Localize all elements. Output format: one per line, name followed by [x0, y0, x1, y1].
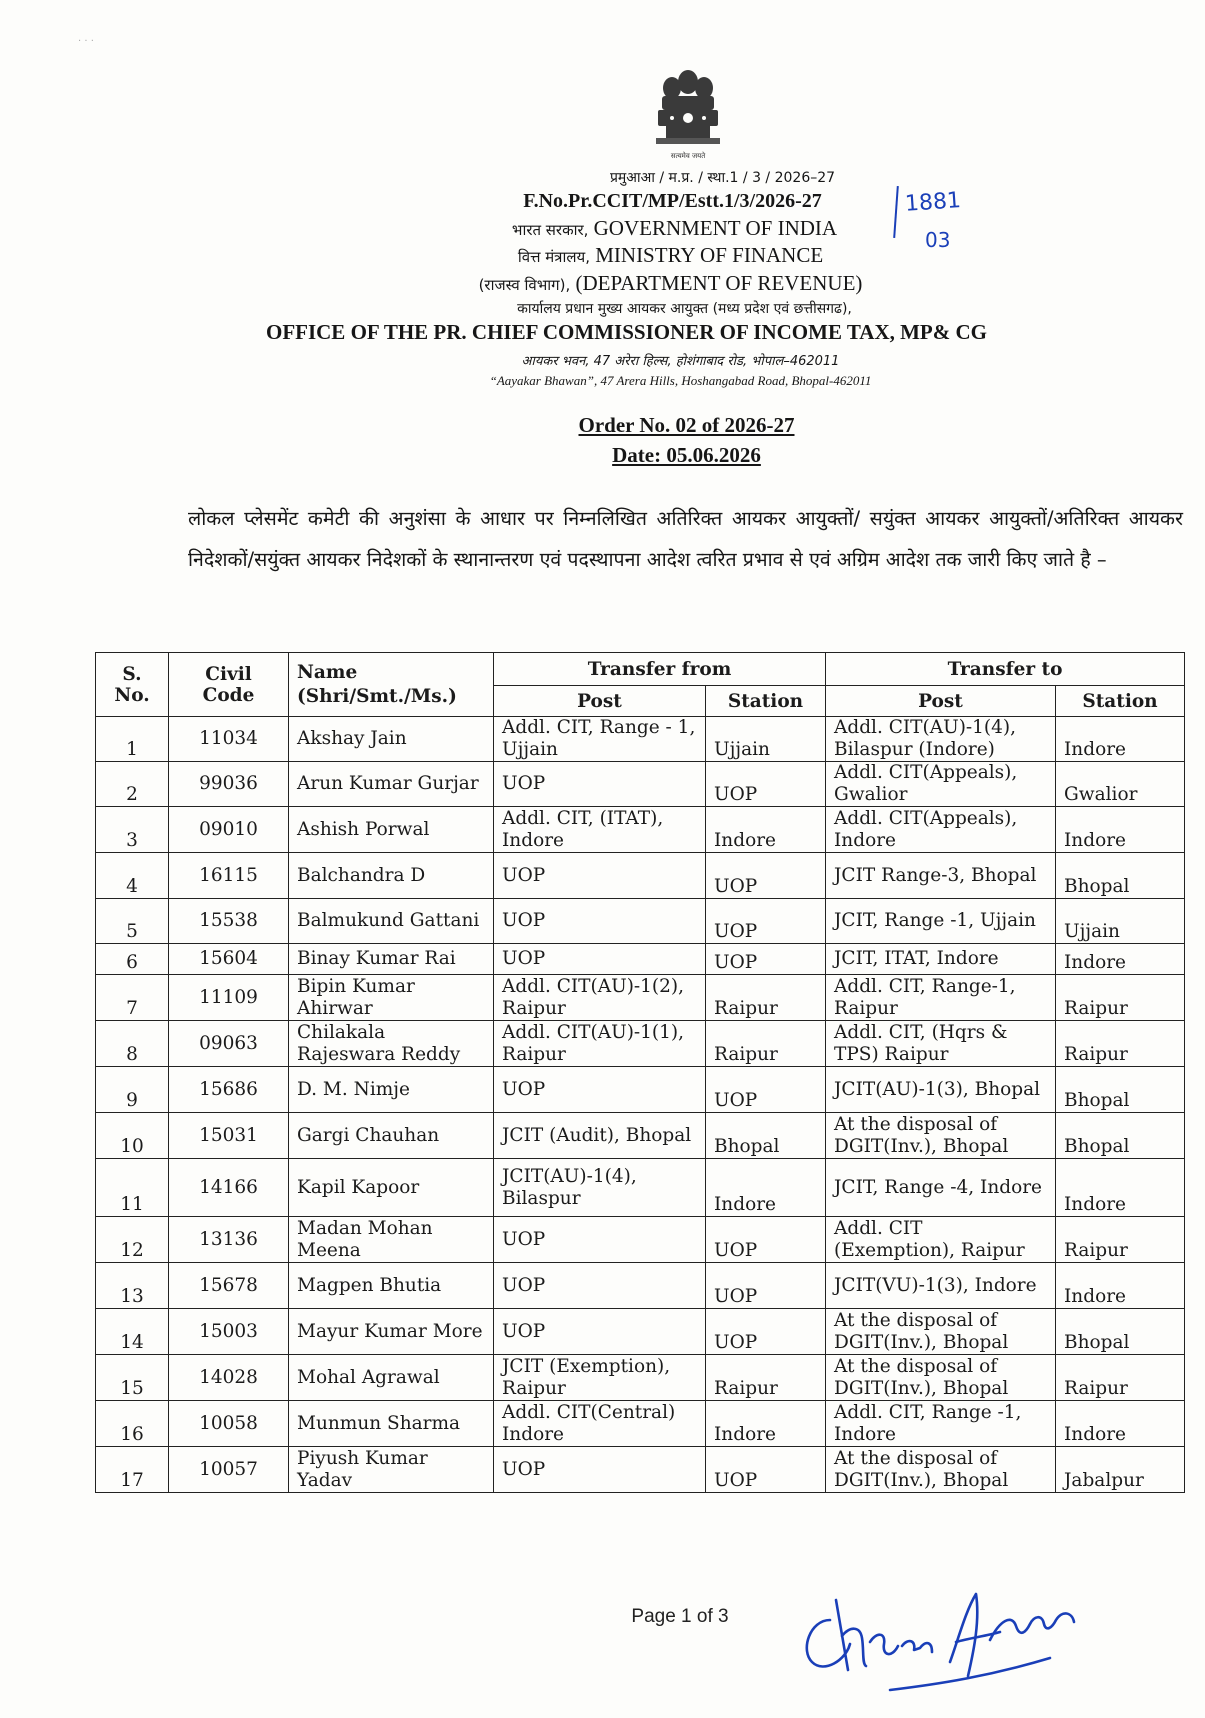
government-line: [72, 216, 1205, 241]
handwritten-inward-suffix: 03: [925, 228, 951, 252]
table-row: [96, 1355, 1185, 1401]
row-from-post: Addl. CIT(AU)-1(1), Raipur: [494, 1021, 706, 1067]
row-name: Gargi Chauhan: [289, 1113, 494, 1159]
row-from-station: Ujjain: [706, 717, 826, 762]
row-to-station: Gwalior: [1056, 762, 1185, 807]
row-name: Mayur Kumar More: [289, 1309, 494, 1355]
row-to-post: Addl. CIT, Range -1, Indore: [826, 1401, 1056, 1447]
table-row: [96, 899, 1185, 944]
row-from-post: Addl. CIT, Range - 1, Ujjain: [494, 717, 706, 762]
row-sno: 9: [96, 1067, 169, 1113]
row-to-station: Indore: [1056, 717, 1185, 762]
row-to-post: JCIT Range-3, Bhopal: [826, 853, 1056, 899]
government-hindi: भारत सरकार,: [511, 221, 589, 239]
row-name: Mohal Agrawal: [289, 1355, 494, 1401]
signature: [790, 1580, 1090, 1700]
row-civil-code: 10058: [169, 1401, 289, 1447]
row-to-station: Raipur: [1056, 1355, 1185, 1401]
table-row: [96, 1217, 1185, 1263]
table-row: [96, 1159, 1185, 1217]
row-to-station: Bhopal: [1056, 1309, 1185, 1355]
row-to-post: JCIT, Range -4, Indore: [826, 1159, 1056, 1217]
row-sno: 16: [96, 1401, 169, 1447]
row-from-post: UOP: [494, 1447, 706, 1493]
header-from-post: Post: [494, 686, 706, 717]
row-name: Madan Mohan Meena: [289, 1217, 494, 1263]
row-name: Balmukund Gattani: [289, 899, 494, 944]
row-from-post: Addl. CIT(Central) Indore: [494, 1401, 706, 1447]
office-hindi: कार्यालय प्रधान मुख्य आयकर आयुक्त (मध्य प्रदेश एवं छत्तीसगढ),: [517, 301, 852, 317]
row-from-station: Bhopal: [706, 1113, 826, 1159]
row-name: Chilakala Rajeswara Reddy: [289, 1021, 494, 1067]
row-sno: 2: [96, 762, 169, 807]
row-civil-code: 16115: [169, 853, 289, 899]
row-from-station: Raipur: [706, 1355, 826, 1401]
table-row: [96, 1263, 1185, 1309]
row-sno: 1: [96, 717, 169, 762]
row-to-station: Indore: [1056, 1401, 1185, 1447]
row-from-station: UOP: [706, 1447, 826, 1493]
row-name: Arun Kumar Gurjar: [289, 762, 494, 807]
file-number: F.No.Pr.CCIT/MP/Estt.1/3/2026-27: [523, 190, 822, 212]
department-line: [68, 271, 1205, 296]
table-row: [96, 1447, 1185, 1493]
row-name: Bipin Kumar Ahirwar: [289, 975, 494, 1021]
row-to-station: Indore: [1056, 944, 1185, 975]
address-english: “Aayakar Bhawan”, 47 Arera Hills, Hoshangabad Road, Bhopal-462011: [489, 373, 872, 388]
row-sno: 3: [96, 807, 169, 853]
header-transfer-to: Transfer to: [826, 653, 1185, 686]
table-row: [96, 807, 1185, 853]
header-sno: S. No.: [96, 653, 169, 717]
row-from-post: UOP: [494, 853, 706, 899]
row-sno: 14: [96, 1309, 169, 1355]
table-row: [96, 717, 1185, 762]
row-from-station: UOP: [706, 853, 826, 899]
row-name: Kapil Kapoor: [289, 1159, 494, 1217]
table-row: [96, 975, 1185, 1021]
row-from-station: UOP: [706, 944, 826, 975]
header-to-station: Station: [1056, 686, 1185, 717]
office-english: OFFICE OF THE PR. CHIEF COMMISSIONER OF INCOME TAX, MP& CG: [265, 320, 987, 344]
row-to-post: Addl. CIT(Appeals), Indore: [826, 807, 1056, 853]
row-from-post: JCIT(AU)-1(4), Bilaspur: [494, 1159, 706, 1217]
row-from-post: JCIT (Exemption), Raipur: [494, 1355, 706, 1401]
table-row: [96, 1021, 1185, 1067]
row-to-post: Addl. CIT(AU)-1(4), Bilaspur (Indore): [826, 717, 1056, 762]
row-to-station: Indore: [1056, 807, 1185, 853]
ministry-line: [68, 243, 1205, 268]
row-name: Munmun Sharma: [289, 1401, 494, 1447]
row-civil-code: 09063: [169, 1021, 289, 1067]
row-to-station: Indore: [1056, 1159, 1185, 1217]
row-civil-code: 15678: [169, 1263, 289, 1309]
transfer-table: [95, 652, 1185, 1493]
row-to-post: JCIT, Range -1, Ujjain: [826, 899, 1056, 944]
table-row: [96, 762, 1185, 807]
row-sno: 10: [96, 1113, 169, 1159]
row-to-station: Bhopal: [1056, 853, 1185, 899]
row-from-post: UOP: [494, 1309, 706, 1355]
row-to-station: Bhopal: [1056, 1067, 1185, 1113]
row-to-post: JCIT, ITAT, Indore: [826, 944, 1056, 975]
header-name: Name (Shri/Smt./Ms.): [289, 653, 494, 717]
national-emblem-icon: [648, 62, 728, 162]
row-to-post: Addl. CIT, (Hqrs & TPS) Raipur: [826, 1021, 1056, 1067]
table-body: [96, 717, 1185, 1493]
ministry-english: MINISTRY OF FINANCE: [595, 243, 824, 267]
row-to-station: Indore: [1056, 1263, 1185, 1309]
row-sno: 11: [96, 1159, 169, 1217]
row-to-post: At the disposal of DGIT(Inv.), Bhopal: [826, 1447, 1056, 1493]
row-to-post: JCIT(VU)-1(3), Indore: [826, 1263, 1056, 1309]
row-to-post: At the disposal of DGIT(Inv.), Bhopal: [826, 1355, 1056, 1401]
row-civil-code: 11034: [169, 717, 289, 762]
row-to-station: Ujjain: [1056, 899, 1185, 944]
row-from-post: UOP: [494, 1217, 706, 1263]
row-sno: 4: [96, 853, 169, 899]
table-row: [96, 1309, 1185, 1355]
order-date: Date: 05.06.2026: [612, 443, 761, 467]
row-from-post: UOP: [494, 1263, 706, 1309]
row-civil-code: 15031: [169, 1113, 289, 1159]
table-row: [96, 1067, 1185, 1113]
reference-hindi: प्रमुआआ / म.प्र. / स्था.1 / 3 / 2026–27: [609, 170, 836, 186]
row-civil-code: 09010: [169, 807, 289, 853]
row-sno: 15: [96, 1355, 169, 1401]
row-sno: 13: [96, 1263, 169, 1309]
row-from-station: UOP: [706, 1217, 826, 1263]
row-to-post: Addl. CIT(Appeals), Gwalior: [826, 762, 1056, 807]
scan-mark: · · ·: [78, 36, 94, 47]
table-row: [96, 853, 1185, 899]
department-hindi: (राजस्व विभाग),: [478, 276, 571, 294]
row-from-post: UOP: [494, 944, 706, 975]
row-from-station: UOP: [706, 1067, 826, 1113]
row-from-station: Raipur: [706, 1021, 826, 1067]
emblem-motto: सत्यमेव जयते: [670, 152, 706, 160]
row-from-post: UOP: [494, 762, 706, 807]
row-to-post: At the disposal of DGIT(Inv.), Bhopal: [826, 1113, 1056, 1159]
row-civil-code: 15003: [169, 1309, 289, 1355]
row-civil-code: 15538: [169, 899, 289, 944]
row-from-station: Indore: [706, 807, 826, 853]
row-civil-code: 14028: [169, 1355, 289, 1401]
table-row: [96, 1401, 1185, 1447]
row-to-station: Raipur: [1056, 1021, 1185, 1067]
row-to-station: Jabalpur: [1056, 1447, 1185, 1493]
row-name: Binay Kumar Rai: [289, 944, 494, 975]
row-sno: 17: [96, 1447, 169, 1493]
row-civil-code: 13136: [169, 1217, 289, 1263]
row-to-station: Raipur: [1056, 1217, 1185, 1263]
row-civil-code: 10057: [169, 1447, 289, 1493]
row-civil-code: 15686: [169, 1067, 289, 1113]
row-from-station: Indore: [706, 1401, 826, 1447]
ministry-hindi: वित्त मंत्रालय,: [517, 248, 590, 266]
header-to-post: Post: [826, 686, 1056, 717]
government-english: GOVERNMENT OF INDIA: [593, 216, 838, 240]
row-civil-code: 11109: [169, 975, 289, 1021]
intro-paragraph: लोकल प्लेसमेंट कमेटी की अनुशंसा के आधार पर निम्नलिखित अतिरिक्त आयकर आयुक्तों/ सयुंक्त आयकर आयुक्तों/अतिरिक्त आयकर निदेशकों/सयुंक्त आयकर निदेशकों के स्थानान्तरण एवं पदस्थापना आदेश त्वरित प्रभाव से एवं अग्रिम आदेश तक जारी किए जाते है –: [188, 507, 1183, 571]
row-name: Balchandra D: [289, 853, 494, 899]
row-from-station: Indore: [706, 1159, 826, 1217]
row-to-post: Addl. CIT, Range-1, Raipur: [826, 975, 1056, 1021]
row-from-post: Addl. CIT, (ITAT), Indore: [494, 807, 706, 853]
order-number: Order No. 02 of 2026-27: [578, 413, 795, 437]
address-hindi: आयकर भवन, 47 अरेरा हिल्स, होशंगाबाद रोड, भोपाल–462011: [521, 354, 840, 369]
row-name: Magpen Bhutia: [289, 1263, 494, 1309]
row-from-post: Addl. CIT(AU)-1(2), Raipur: [494, 975, 706, 1021]
row-from-post: UOP: [494, 1067, 706, 1113]
row-to-station: Bhopal: [1056, 1113, 1185, 1159]
row-from-station: Raipur: [706, 975, 826, 1021]
row-name: D. M. Nimje: [289, 1067, 494, 1113]
row-name: Piyush Kumar Yadav: [289, 1447, 494, 1493]
row-name: Akshay Jain: [289, 717, 494, 762]
row-civil-code: 14166: [169, 1159, 289, 1217]
row-civil-code: 15604: [169, 944, 289, 975]
row-name: Ashish Porwal: [289, 807, 494, 853]
row-from-station: UOP: [706, 899, 826, 944]
row-sno: 8: [96, 1021, 169, 1067]
row-from-station: UOP: [706, 1309, 826, 1355]
department-english: (DEPARTMENT OF REVENUE): [575, 271, 863, 295]
table-row: [96, 1113, 1185, 1159]
row-to-post: At the disposal of DGIT(Inv.), Bhopal: [826, 1309, 1056, 1355]
header-civil-code: Civil Code: [169, 653, 289, 717]
table-row: [96, 944, 1185, 975]
page-number: Page 1 of 3: [631, 1606, 729, 1627]
row-civil-code: 99036: [169, 762, 289, 807]
row-sno: 6: [96, 944, 169, 975]
row-sno: 7: [96, 975, 169, 1021]
header-from-station: Station: [706, 686, 826, 717]
row-sno: 12: [96, 1217, 169, 1263]
row-from-station: UOP: [706, 762, 826, 807]
row-from-station: UOP: [706, 1263, 826, 1309]
handwritten-inward-number: 1881: [904, 188, 962, 217]
row-to-post: JCIT(AU)-1(3), Bhopal: [826, 1067, 1056, 1113]
header-transfer-from: Transfer from: [494, 653, 826, 686]
row-to-station: Raipur: [1056, 975, 1185, 1021]
row-to-post: Addl. CIT (Exemption), Raipur: [826, 1217, 1056, 1263]
row-from-post: JCIT (Audit), Bhopal: [494, 1113, 706, 1159]
row-from-post: UOP: [494, 899, 706, 944]
row-sno: 5: [96, 899, 169, 944]
